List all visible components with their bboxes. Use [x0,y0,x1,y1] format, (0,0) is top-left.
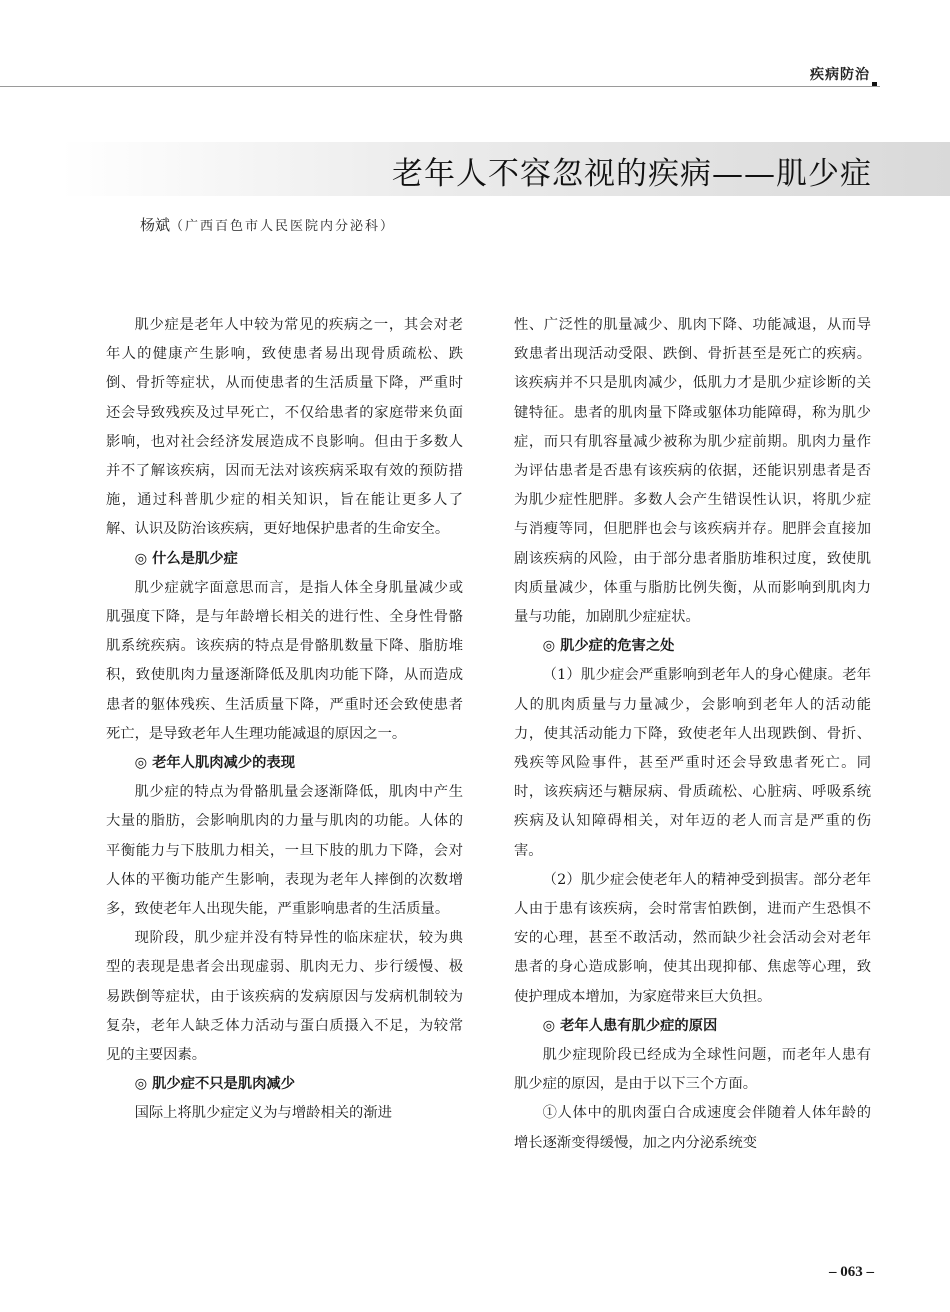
section-heading-text: 老年人肌肉减少的表现 [152,755,296,772]
section-heading-text: 什么是肌少症 [152,550,238,567]
paragraph: 现阶段，肌少症并没有特异性的临床症状，较为典型的表现是患者会出现虚弱、肌肉无力、步行缓慢、极易跌倒等症状，由于该疾病的发病原因与发病机制较为复杂，老年人缺乏体力活动与蛋白质摄入不足，为较常见的主要因素。 [106,930,463,1064]
paragraph-continued: 性、广泛性的肌量减少、肌肉下降、功能减退，从而导致患者出现活动受限、跌倒、骨折甚至是死亡的疾病。该疾病并不只是肌肉减少，低肌力才是肌少症诊断的关键特征。患者的肌肉量下降或躯体功能障碍，称为肌少症，而只有肌容量减少被称为肌少症前期。肌肉力量作为评估患者是否患有该疾病的依据，还能识别患者是否为肌少症性肥胖。多数人会产生错误性认识，将肌少症与消瘦等同，但肥胖也会与该疾病并存。肥胖会直接加剧该疾病的风险，由于部分患者脂肪堆积过度，致使肌肉质量减少，体重与脂肪比例失衡，从而影响到肌肉力量与功能，加剧肌少症症状。 [514,317,871,626]
section-marker-icon: ◎ [134,1076,148,1093]
paragraph: 肌少症就字面意思而言，是指人体全身肌量减少或肌强度下降，是与年龄增长相关的进行性、全身性骨骼肌系统疾病。该疾病的特点是骨骼肌数量下降、脂肪堆积，致使肌肉力量逐渐降低及肌肉功能下降，从而造成患者的躯体残疾、生活质量下降，严重时还会致使患者死亡，是导致老年人生理功能减退的原因之一。 [106,579,463,742]
article-title: 老年人不容忽视的疾病——肌少症 [392,156,872,192]
section-heading [514,1012,871,1041]
paragraph: 肌少症是老年人中较为常见的疾病之一，其会对老年人的健康产生影响，致使患者易出现骨质疏松、跌倒、骨折等症状，从而使患者的生活质量下降，严重时还会导致残疾及过早死亡，不仅给患者的家庭带来负面影响，也对社会经济发展造成不良影响。但由于多数人并不了解该疾病，因而无法对该疾病采取有效的预防措施，通过科普肌少症的相关知识，旨在能让更多人了解、认识及防治该疾病，更好地保护患者的生命安全。 [106,317,463,538]
paragraph: 国际上将肌少症定义为与增龄相关的渐进 [134,1105,392,1122]
paragraph: 肌少症的特点为骨骼肌量会逐渐降低，肌肉中产生大量的脂肪，会影响肌肉的力量与肌肉的功能。人体的平衡能力与下肢肌力相关，一旦下肢的肌力下降，会对人体的平衡功能产生影响，表现为老年人摔倒的次数增多，致使老年人出现失能，严重影响患者的生活质量。 [106,784,463,918]
section-heading [514,632,871,661]
paragraph: ①人体中的肌肉蛋白合成速度会伴随着人体年龄的增长逐渐变得缓慢，加之内分泌系统变 [514,1105,871,1151]
paragraph: （2）肌少症会使老年人的精神受到损害。部分老年人由于患有该疾病，会时常害怕跌倒，进而产生恐惧不安的心理，甚至不敢活动，然而缺少社会活动会对老年患者的身心造成影响，使其出现抑郁、焦虑等心理，致使护理成本增加，为家庭带来巨大负担。 [514,871,872,1005]
author-name: 杨斌 [140,216,171,234]
author-affiliation: （广西百色市人民医院内分泌科） [170,219,396,234]
section-heading-text: 肌少症的危害之处 [560,638,675,655]
section-marker-icon: ◎ [134,755,148,772]
paragraph: （1）肌少症会严重影响到老年人的身心健康。老年人的肌肉质量与力量减少，会影响到老年人的活动能力，使其活动能力下降，致使老年人出现跌倒、骨折、残疾等风险事件，甚至严重时还会导致患者死亡。同时，该疾病还与糖尿病、骨质疏松、心脏病、呼吸系统疾病及认知障碍相关，对年迈的老人而言是严重的伤害。 [514,667,872,859]
section-heading-text: 肌少症不只是肌肉减少 [152,1076,296,1093]
page-number: – 063 – [829,1264,874,1280]
header-rule [0,86,880,87]
section-marker-icon: ◎ [542,1017,556,1034]
section-heading [106,749,463,778]
byline [140,214,395,235]
section-marker-icon: ◎ [134,550,148,567]
section-heading-text: 老年人患有肌少症的原因 [560,1017,718,1034]
right-column [514,311,871,1158]
paragraph: 肌少症现阶段已经成为全球性问题，而老年人患有肌少症的原因，是由于以下三个方面。 [514,1047,871,1093]
section-marker-icon: ◎ [542,638,556,655]
section-label: 疾病防治 [810,67,870,83]
section-heading [106,1070,463,1099]
section-heading [106,545,463,574]
left-column [106,311,463,1129]
